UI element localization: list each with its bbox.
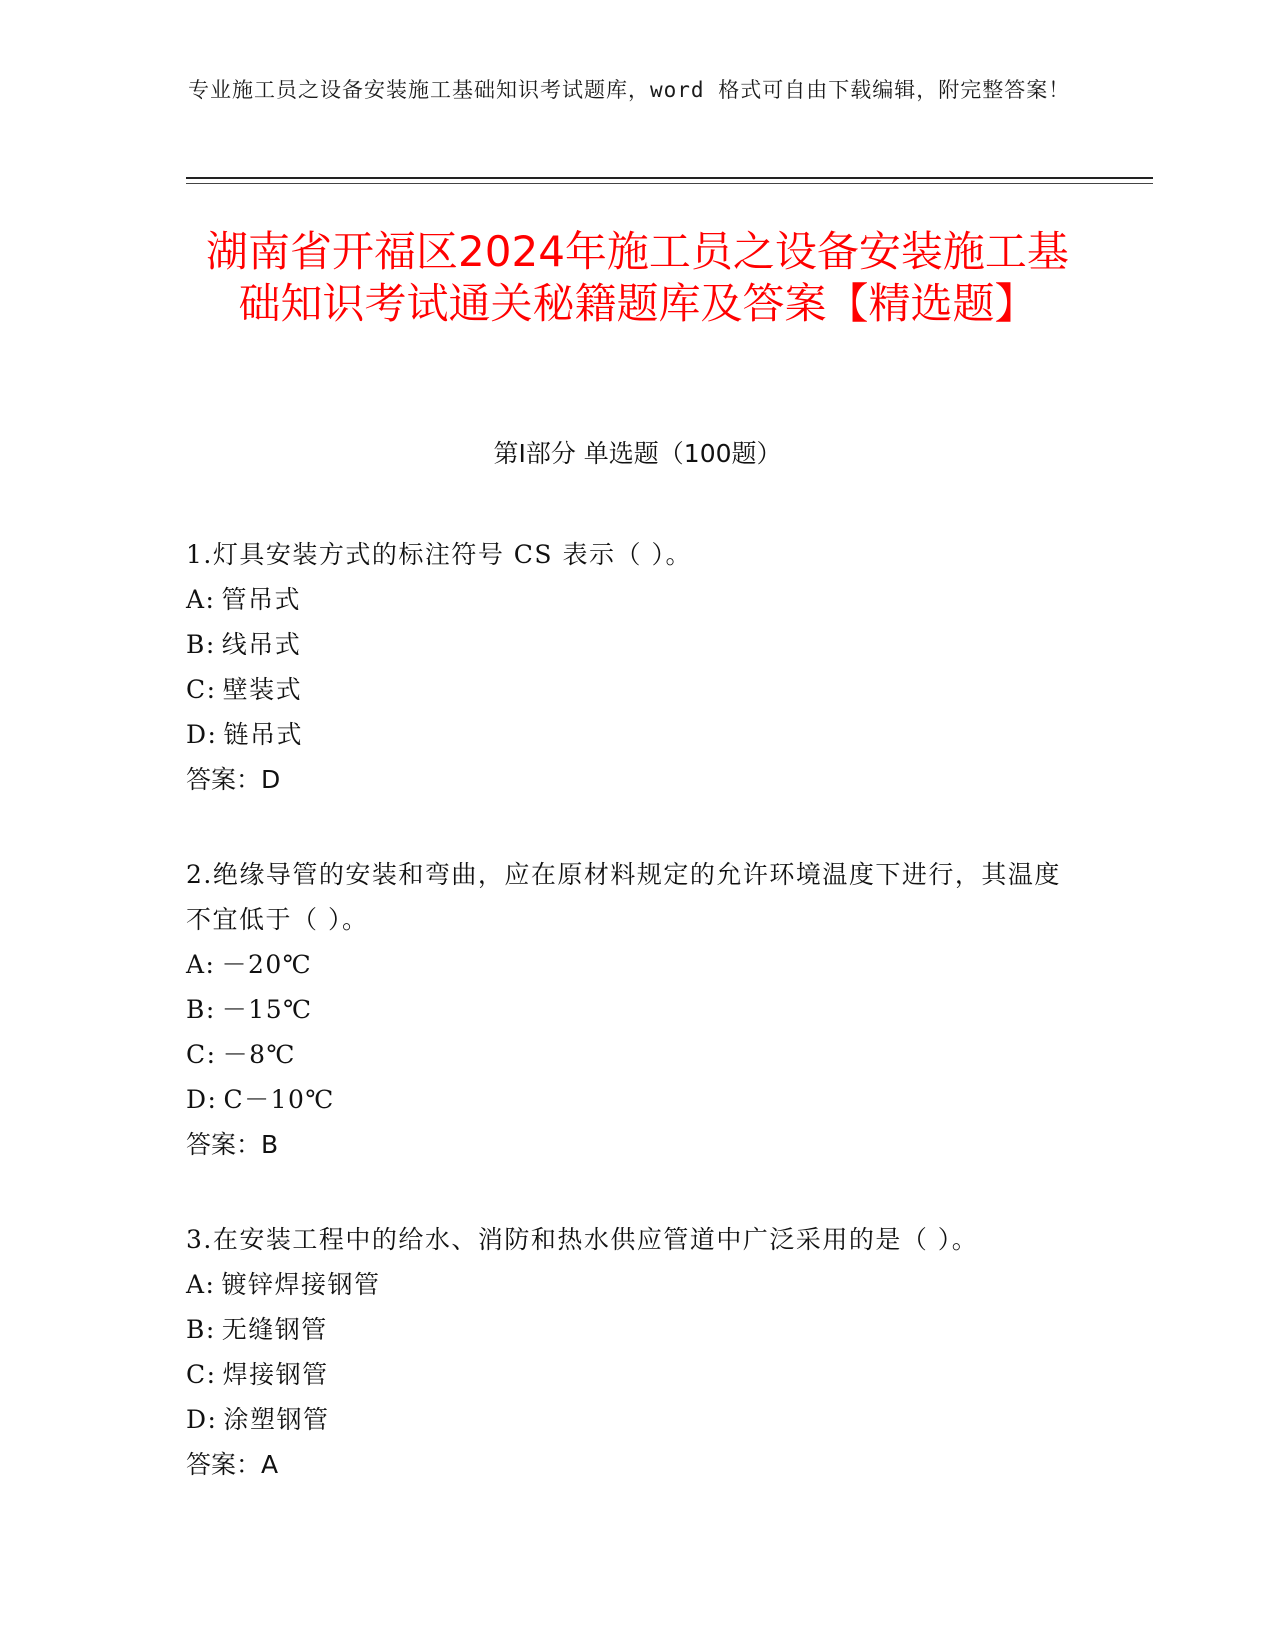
option-label: A: xyxy=(186,585,216,614)
header-divider-thin xyxy=(186,183,1153,184)
option-text: 无缝钢管 xyxy=(221,1315,328,1344)
answer-line: 答案：D xyxy=(186,765,281,794)
option-d xyxy=(186,1397,1086,1442)
option-label: A: xyxy=(186,950,216,979)
question-3 xyxy=(186,1217,1086,1487)
option-c xyxy=(186,1032,1086,1077)
option-text: 焊接钢管 xyxy=(222,1360,329,1389)
option-label: C: xyxy=(186,1360,217,1389)
option-c xyxy=(186,667,1086,712)
option-text: 壁装式 xyxy=(222,675,303,704)
question-stem: 1.灯具安装方式的标注符号 CS 表示（ ）。 xyxy=(186,540,692,569)
option-text: －8℃ xyxy=(222,1040,296,1069)
option-b xyxy=(186,1307,1086,1352)
option-label: B: xyxy=(186,630,216,659)
question-list xyxy=(186,532,1086,1537)
question-stem: 2.绝缘导管的安装和弯曲，应在原材料规定的允许环境温度下进行，其温度不宜低于（ ）。 xyxy=(186,860,1061,934)
option-text: 镀锌焊接钢管 xyxy=(221,1270,381,1299)
answer-line: 答案：B xyxy=(186,1130,279,1159)
option-label: A: xyxy=(186,1270,216,1299)
option-text: －20℃ xyxy=(221,950,313,979)
option-label: D: xyxy=(186,1085,218,1114)
option-text: C－10℃ xyxy=(223,1085,335,1114)
option-a xyxy=(186,1262,1086,1307)
option-c xyxy=(186,1352,1086,1397)
option-text: 管吊式 xyxy=(221,585,301,614)
option-label: D: xyxy=(186,1405,218,1434)
option-a xyxy=(186,577,1086,622)
option-label: C: xyxy=(186,1040,217,1069)
option-d xyxy=(186,712,1086,757)
option-b xyxy=(186,987,1086,1032)
option-text: 线吊式 xyxy=(221,630,302,659)
option-text: 涂塑钢管 xyxy=(223,1405,330,1434)
question-1 xyxy=(186,532,1086,802)
header-divider-thick xyxy=(186,177,1153,179)
option-label: D: xyxy=(186,720,218,749)
option-label: B: xyxy=(186,1315,216,1344)
option-label: C: xyxy=(186,675,217,704)
header-note: 专业施工员之设备安装施工基础知识考试题库，word 格式可自由下载编辑，附完整答案！ xyxy=(188,78,1071,102)
option-text: －15℃ xyxy=(221,995,313,1024)
answer-line: 答案：A xyxy=(186,1450,279,1479)
question-2 xyxy=(186,852,1086,1167)
option-d xyxy=(186,1077,1086,1122)
question-stem: 3.在安装工程中的给水、消防和热水供应管道中广泛采用的是（ ）。 xyxy=(186,1225,979,1254)
option-text: 链吊式 xyxy=(223,720,303,749)
document-title: 湖南省开福区2024年施工员之设备安装施工基础知识考试通关秘籍题库及答案【精选题】 xyxy=(206,227,1069,328)
option-b xyxy=(186,622,1086,667)
option-a xyxy=(186,942,1086,987)
option-label: B: xyxy=(186,995,216,1024)
section-heading: 第Ⅰ部分 单选题（100题） xyxy=(493,439,782,468)
